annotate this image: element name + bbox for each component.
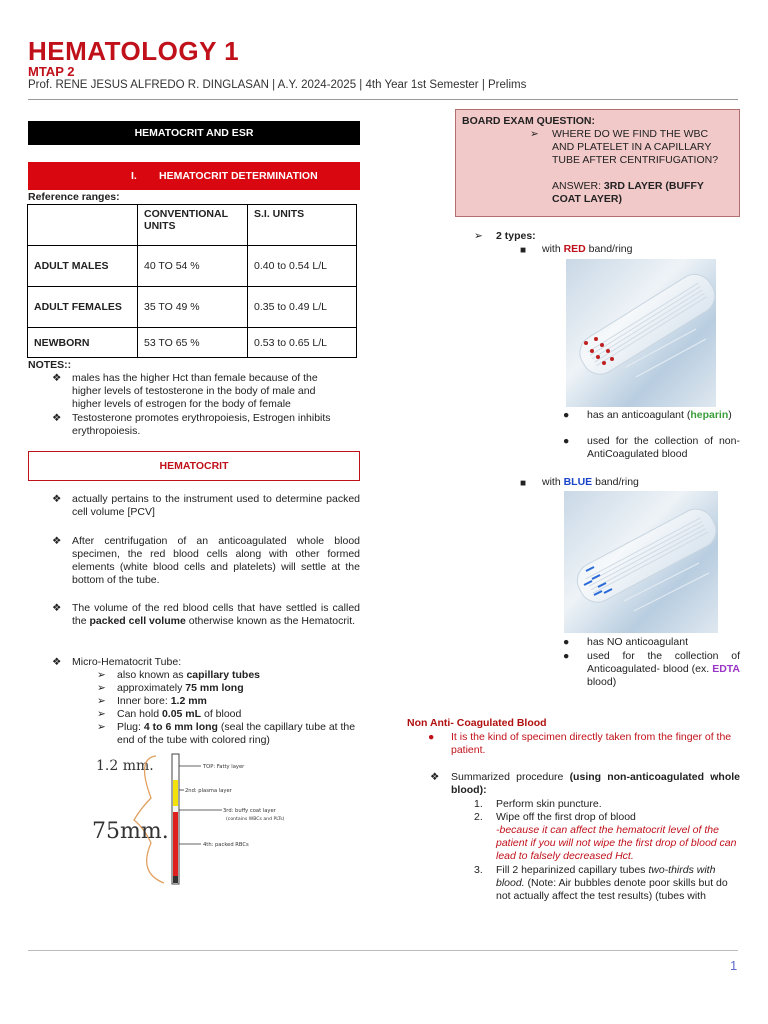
page-title: HEMATOLOGY 1: [28, 36, 240, 66]
text-run: Summarized procedure: [451, 771, 570, 783]
text-run: otherwise known as the Hematocrit.: [185, 615, 356, 627]
table-header-cell: S.I. UNITS: [248, 205, 357, 246]
table-cell: 0.40 to 0.54 L/L: [248, 246, 357, 287]
paragraph: After centrifugation of an anticoagulated whole blood specimen, the red blood cells along with other formed elements (white blood cells and platelets) will settle at the bottom of the tube.: [72, 535, 360, 586]
layer-label: 4th: packed RBCs: [203, 842, 249, 848]
note-item: males has the higher Hct than female because of the higher levels of testosterone in the body of male and higher levels of estrogen for the body of female: [72, 372, 318, 410]
blue-capillary-tubes-image: [564, 491, 718, 633]
text-run: (Note: Air bubbles denote poor skills but do not actually affect the test results) (tubes with: [496, 877, 728, 902]
section-header-hematocrit-esr: HEMATOCRIT AND ESR: [28, 121, 360, 145]
step-text: Perform skin puncture.: [496, 798, 602, 810]
dot-bullet-icon: ●: [428, 731, 435, 743]
step-text: [496, 864, 740, 903]
text-run-red: RED: [563, 243, 586, 255]
text-run: approximately: [117, 682, 186, 694]
table-cell: 40 TO 54 %: [138, 246, 248, 287]
bore-label: 1.2 mm.: [96, 758, 154, 774]
list-item: [97, 682, 367, 695]
arrow-bullet-icon: ➢: [97, 682, 106, 694]
arrow-bullet-icon: ➢: [97, 721, 106, 733]
text-run-blue: BLUE: [563, 476, 593, 488]
text-run: Can hold: [117, 708, 162, 720]
arrow-bullet-icon: ➢: [97, 708, 106, 720]
paragraph: [72, 602, 360, 628]
diamond-bullet-icon: ❖: [52, 656, 62, 668]
table-row: [28, 328, 357, 358]
text-run: ANSWER:: [552, 180, 604, 192]
footer-divider: [28, 950, 738, 951]
step-number: 1.: [474, 798, 483, 810]
text-run-bold: 3RD LAYER (BUFFY COAT LAYER): [552, 180, 704, 205]
section-number: I.: [131, 170, 137, 182]
table-header-cell: [28, 205, 138, 246]
section-title: HEMATOCRIT DETERMINATION: [159, 170, 318, 182]
step-number: 3.: [474, 864, 483, 876]
summary-title: [451, 771, 740, 797]
square-bullet-icon: ■: [520, 245, 527, 256]
layer-label: 2nd: plasma layer: [185, 788, 232, 794]
buffy-coat-layer: [173, 806, 178, 812]
diamond-bullet-icon: ❖: [52, 493, 62, 505]
non-anticoagulated-title: Non Anti- Coagulated Blood: [407, 717, 547, 729]
text-run-bold: 0.05 mL: [161, 708, 202, 720]
micro-list: [97, 669, 367, 747]
dot-bullet-icon: ●: [563, 650, 570, 662]
list-item: [97, 708, 367, 721]
arrow-bullet-icon: ➢: [97, 695, 106, 707]
page-subtitle: MTAP 2: [28, 64, 75, 79]
text-run: band/ring: [592, 476, 639, 488]
red-band-label: [542, 243, 632, 256]
step-note: -because it can affect the hematocrit level of the patient if you will not wipe the first drop of blood can lead to falsely decreased Hct.: [496, 824, 737, 862]
text-run: (seal the capillary tube at the end of the tube with colored ring): [117, 721, 356, 746]
diamond-bullet-icon: ❖: [52, 372, 62, 384]
text-run: with: [542, 243, 564, 255]
micro-title: Micro-Hematocrit Tube:: [72, 656, 182, 668]
exam-question: WHERE DO WE FIND THE WBC AND PLATELET IN A CAPILLARY TUBE AFTER CENTRIFUGATION?: [552, 128, 719, 166]
dot-bullet-icon: ●: [563, 435, 570, 447]
page-number: 1: [730, 958, 738, 973]
board-exam-box: [455, 109, 740, 217]
text-run: Plug:: [117, 721, 144, 733]
red-capillary-tubes-image: [566, 259, 716, 407]
red-bullet-text: used for the collection of non-AntiCoagulated blood: [587, 435, 740, 460]
text-run-bold: packed cell volume: [89, 615, 186, 627]
text-run: band/ring: [585, 243, 633, 255]
notes-label: NOTES::: [28, 359, 72, 371]
non-anticoagulated-desc: It is the kind of specimen directly taken from the finger of the patient.: [451, 731, 732, 756]
layer-label: (contains WBCs and PLTs): [226, 817, 285, 822]
arrow-bullet-icon: ➢: [97, 669, 106, 681]
table-cell: 0.35 to 0.49 L/L: [248, 287, 357, 328]
list-item: [97, 695, 367, 708]
clay-plug: [173, 876, 178, 883]
step-number: 2.: [474, 811, 483, 823]
text-run: The volume of the red blood cells that have settled is called the: [72, 602, 360, 627]
arrow-bullet-icon: ➢: [530, 128, 539, 140]
table-cell: 0.53 to 0.65 L/L: [248, 328, 357, 358]
text-run: also known as: [117, 669, 187, 681]
plasma-layer: [173, 780, 178, 806]
text-run: Inner bore:: [117, 695, 171, 707]
table-row: [28, 287, 357, 328]
text-run-bold: (using non-anticoagulated whole blood):: [451, 771, 740, 796]
list-item: [97, 669, 367, 682]
diamond-bullet-icon: ❖: [52, 602, 62, 614]
capillary-tube-diagram: [66, 748, 356, 888]
text-run-green: heparin: [690, 409, 729, 421]
table-header-cell: CONVENTIONAL UNITS: [138, 205, 248, 246]
arrow-bullet-icon: ➢: [474, 230, 483, 242]
exam-title: BOARD EXAM QUESTION:: [462, 115, 596, 127]
text-run: Fill 2 heparinized capillary tubes: [496, 864, 649, 876]
types-label: 2 types:: [496, 230, 536, 242]
dot-bullet-icon: ●: [563, 636, 570, 648]
text-run-bold: 4 to 6 mm long: [143, 721, 218, 733]
text-run: of blood: [201, 708, 242, 720]
text-run: blood): [587, 676, 617, 688]
text-run-bold: capillary tubes: [186, 669, 260, 681]
blue-band-label: [542, 476, 639, 489]
diamond-bullet-icon: ❖: [430, 771, 440, 783]
red-bullet-text: [587, 409, 740, 422]
rbc-layer: [173, 812, 178, 876]
layer-label: TOP: Fatty layer: [203, 764, 245, 770]
text-run-bold: 1.2 mm: [170, 695, 207, 707]
square-bullet-icon: ■: [520, 478, 527, 489]
header-divider: [28, 99, 738, 100]
table-header-row: [28, 205, 357, 246]
dot-bullet-icon: ●: [563, 409, 570, 421]
table-cell: NEWBORN: [28, 328, 138, 358]
table-cell: 35 TO 49 %: [138, 287, 248, 328]
diamond-bullet-icon: ❖: [52, 412, 62, 424]
step-text: Wipe off the first drop of blood: [496, 811, 636, 823]
paragraph: actually pertains to the instrument used to determine packed cell volume [PCV]: [72, 493, 360, 518]
table-cell: ADULT FEMALES: [28, 287, 138, 328]
length-label: 75mm.: [92, 819, 169, 844]
reference-ranges-label: Reference ranges:: [28, 191, 120, 203]
text-run: used for the collection of Anticoagulated- blood (ex.: [587, 650, 740, 675]
list-item: [97, 721, 367, 747]
section-header-hematocrit-determination: [28, 162, 360, 190]
blue-bullet-text: [587, 650, 740, 689]
text-run-italic: two-thirds with blood.: [496, 864, 716, 889]
section-header-hematocrit: HEMATOCRIT: [28, 451, 360, 481]
table-row: [28, 246, 357, 287]
table-cell: ADULT MALES: [28, 246, 138, 287]
diamond-bullet-icon: ❖: [52, 535, 62, 547]
text-run: ): [728, 409, 732, 421]
layer-label: 3rd: buffy coat layer: [223, 808, 276, 814]
note-item: Testosterone promotes erythropoiesis, Estrogen inhibits erythropoiesis.: [72, 412, 331, 437]
table-cell: 53 TO 65 %: [138, 328, 248, 358]
professor-line: Prof. RENE JESUS ALFREDO R. DINGLASAN | A.Y. 2024-2025 | 4th Year 1st Semester | Prelims: [28, 79, 527, 91]
blue-bullet-text: has NO anticoagulant: [587, 636, 688, 648]
text-run-bold: 75 mm long: [185, 682, 244, 694]
reference-table: [27, 204, 357, 358]
text-run: has an anticoagulant (: [587, 409, 691, 421]
text-run-purple: EDTA: [712, 663, 740, 675]
exam-answer: [552, 180, 732, 206]
text-run: with: [542, 476, 564, 488]
